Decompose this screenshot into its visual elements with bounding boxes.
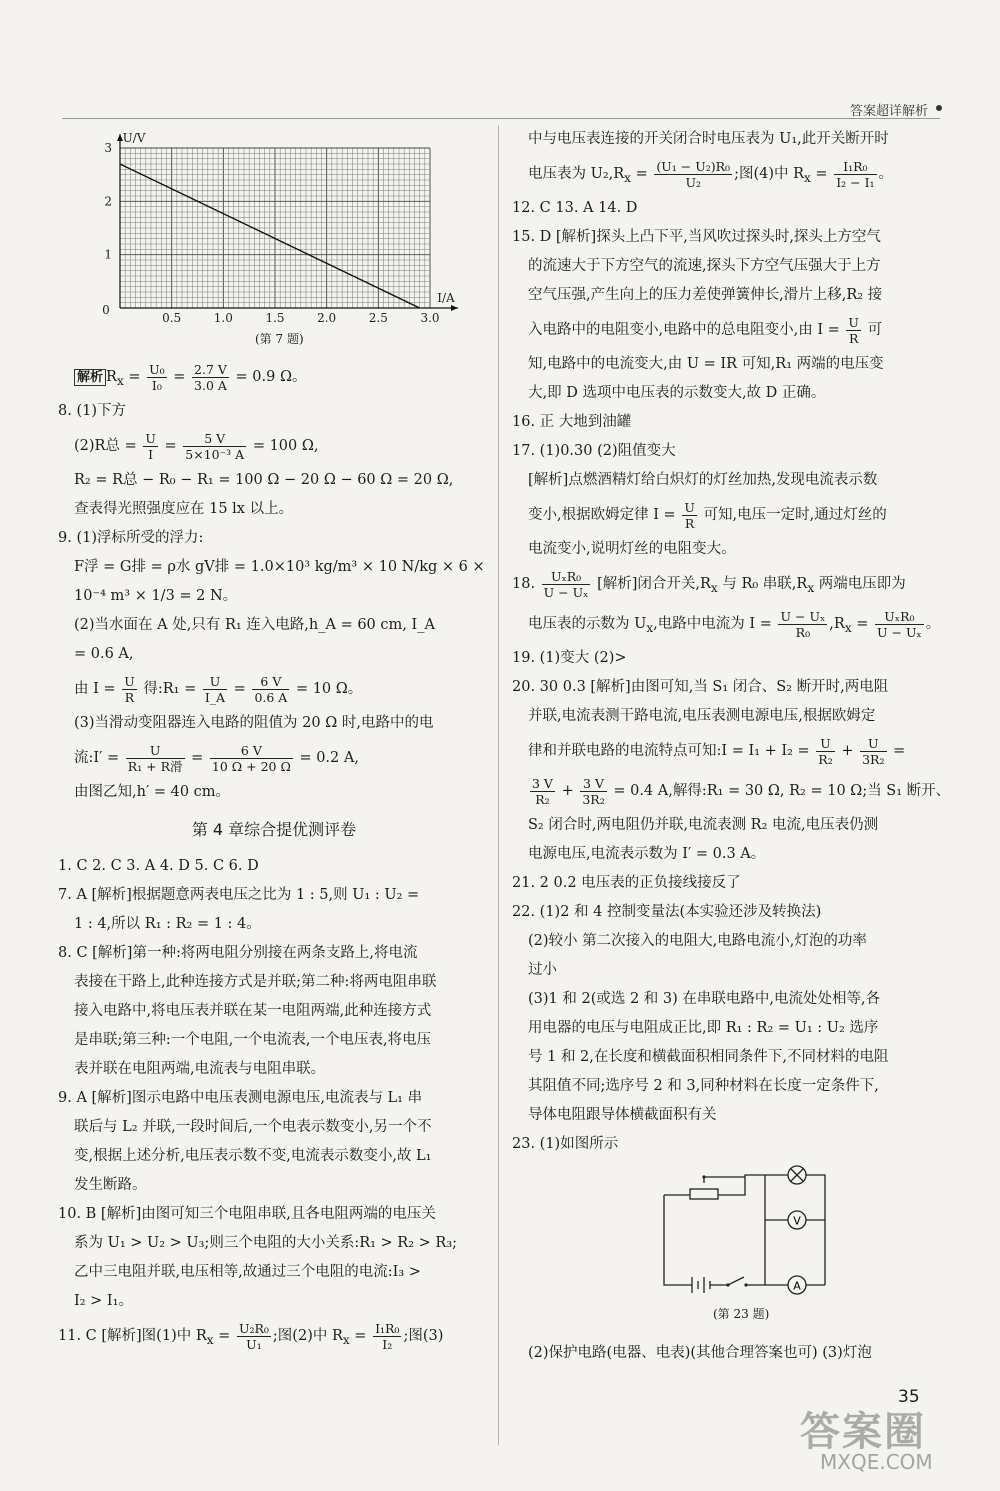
q9-line-6: 由 I = $\frac{U}{R}$ 得:R₁ = $\frac{U}{I\_A}$ = $\frac{6 V}{0.6 A}$ = 10 Ω。 [74, 673, 363, 705]
a17-line-3 [512, 495, 952, 535]
a20-line-4: $\frac{3 V}{\text{R₂}}$ + $\frac{3 V}{\text{3R₂}}$ = 0.4 A,解得:R₁ = 30 Ω, R₂ = 10 Ω;当 S₁ 断开、 [532, 775, 951, 807]
x-tick-label: 3.0 [420, 311, 440, 325]
header-dot [936, 105, 942, 111]
a11-cont-1: 中与电压表连接的开关闭合时电压表为 U₁,此开关断开时 [528, 131, 889, 147]
header-title: 答案超详解析 [849, 104, 928, 119]
page-number: 35 [898, 1387, 920, 1407]
text: 电压表的示数为 U [528, 616, 647, 632]
a15-line-6: 大,即 D 选项中电压表的示数变大,故 D 正确。 [528, 385, 826, 401]
text: ;图(2)中 R [272, 1328, 343, 1344]
num: U − Uₓ [780, 608, 826, 624]
den: 0.6 A [254, 689, 288, 705]
section-title: 第 4 章综合提优测评卷 [191, 820, 357, 839]
a9-line-1: 9. A [解析]图示电路中电压表测电源电压,电流表与 L₁ 串 [58, 1090, 423, 1106]
a9-line-3: 变,根据上述分析,电压表示数不变,电流表示数变小,故 L₁ [74, 1148, 432, 1164]
text: 两端电压即为 [818, 576, 906, 592]
x-tick-label: 0.5 [162, 311, 182, 325]
graph-spacer [58, 125, 490, 357]
wire [718, 1175, 765, 1195]
a22-line-1: 22. (1)2 和 4 控制变量法(本实验还涉及转换法) [512, 904, 822, 920]
a8-line-4: 是串联;第三种:一个电阻,一个电流表,一个电压表,将电压 [74, 1032, 432, 1048]
den: R [848, 330, 859, 346]
fraction [373, 1321, 401, 1352]
den: 3R₂ [582, 791, 605, 807]
text: 18. [512, 576, 536, 592]
a8-line-1: 8. C [解析]第一种:将两电阻分别接在两条支路上,将电流 [58, 945, 418, 961]
num: 6 V [252, 674, 289, 690]
answer-16: 16. 正 大地到油罐 [512, 414, 632, 430]
column-divider [498, 125, 499, 1445]
den: 3R₂ [862, 751, 885, 767]
text: 律和并联电路的电流特点可知:I = I₁ + I₂ = [528, 743, 810, 759]
left-column [58, 125, 490, 1356]
text: [解析]闭合开关,R [597, 576, 711, 592]
den: I₂ [382, 1336, 393, 1352]
text: = 0.4 A,解得:R₁ = 30 Ω, R₂ = 10 Ω;当 S₁ 断开、 [613, 783, 951, 799]
q8-line-4: 查表得光照强度应在 15 lx 以上。 [74, 501, 294, 517]
a9-line-4: 发生断路。 [74, 1177, 147, 1193]
num: (U₁ − U₂)R₀ [656, 158, 731, 174]
fraction [654, 159, 732, 190]
text: ;图(4)中 R [734, 166, 805, 182]
den: I_A [204, 689, 226, 705]
text: ,R [829, 616, 845, 632]
q9-line-4: (2)当水面在 A 处,只有 R₁ 连入电路,h_A = 60 cm, I_A [74, 617, 435, 633]
num: U [145, 430, 156, 446]
den: R₀ [795, 624, 811, 640]
q9-line-2: F浮 = G排 = ρ水 gV排 = 1.0×10³ kg/m³ × 10 N/kg × 6 × [74, 559, 485, 575]
a8-line-5: 表并联在电阻两端,电流表与电阻串联。 [74, 1061, 326, 1077]
x-tick-label: 2.5 [368, 311, 388, 325]
q8-line-1: 8. (1)下方 [58, 403, 126, 419]
fraction [126, 743, 185, 774]
q8-line-3: R₂ = R总 − R₀ − R₁ = 100 Ω − 20 Ω − 60 Ω = 20 Ω, [74, 472, 454, 488]
a22-line-7: 其阻值不同;选序号 2 和 3,同种材料在长度一定条件下, [528, 1078, 879, 1094]
a23-line-2: (2)保护电路(电器、电表)(其他合理答案也可) (3)灯泡 [528, 1345, 872, 1361]
a15-line-1: 15. D [解析]探头上凸下平,当风吹过探头时,探头上方空气 [512, 229, 881, 245]
den: I [148, 446, 154, 462]
text: = 0.9 Ω。 [235, 369, 307, 385]
a10-line-1: 10. B [解析]由图可知三个电阻串联,且各电阻两端的电压关 [58, 1206, 436, 1222]
circuit-caption: (第 23 题) [713, 1307, 770, 1321]
num: U₀ [149, 361, 165, 377]
den: 10 Ω + 20 Ω [211, 758, 291, 774]
voltmeter-label: V [793, 1214, 801, 1228]
fraction [846, 315, 861, 346]
a17-line-2: [解析]点燃酒精灯给白炽灯的灯丝加热,发现电流表示数 [528, 472, 878, 488]
a22-line-3: 过小 [528, 962, 557, 978]
num: 5 V [183, 431, 246, 447]
a17-line-1: 17. (1)0.30 (2)阻值变大 [512, 443, 676, 459]
fraction [834, 159, 876, 190]
text: 电压表为 U₂,R [528, 166, 625, 182]
a9-line-2: 联后与 L₂ 并联,一段时间后,一个电表示数变小,另一个不 [74, 1119, 432, 1135]
q9-line-1: 9. (1)浮标所受的浮力: [58, 530, 204, 546]
a22-line-4: (3)1 和 2(或选 2 和 3) 在串联电路中,电流处处相等,各 [528, 991, 881, 1007]
wire [806, 1175, 825, 1285]
fraction [237, 1321, 271, 1352]
fraction [192, 362, 229, 393]
a20-line-1: 20. 30 0.3 [解析]由图可知,当 S₁ 闭合、S₂ 断开时,两电阻 [512, 679, 889, 695]
answers-1-6: 1. C 2. C 3. A 4. D 5. C 6. D [58, 858, 259, 874]
den: R₂ [818, 751, 833, 767]
fraction [542, 569, 591, 600]
analysis-tag: 解析 [74, 369, 106, 386]
num: 2.7 V [194, 361, 227, 377]
battery-icon [692, 1277, 710, 1293]
q7-analysis: 解析 $R_x$ = $\frac{\text{U₀}}{\text{I₀}}$ = $\frac{2.7 V}{3.0 A}$ = 0.9 Ω。 [58, 357, 490, 397]
a15-line-4 [512, 310, 952, 350]
q9-line-7: (3)当滑动变阻器连入电路的阻值为 20 Ω 时,电路中的电 [74, 715, 434, 731]
text: 11. C [解析]图(1)中 R [58, 1328, 207, 1344]
a18-line-1: 18. $\frac{\text{UₓR₀}}{\text{U − Uₓ}}$ [解析]闭合开关$,R_x$ 与 R₀ 串联$,R_x$ 两端电压即为 [512, 568, 906, 600]
text: 入电路中的电阻变小,电路中的总电阻变小,由 I = [528, 322, 840, 338]
fraction [210, 743, 293, 774]
rheostat-body [690, 1189, 718, 1199]
den: I₀ [151, 377, 162, 393]
y-tick-label: 2 [104, 194, 112, 209]
den: 5×10⁻³ A [185, 446, 245, 462]
fraction [580, 776, 606, 807]
a15-line-2: 的流速大于下方空气的流速,探头下方空气压强大于上方 [528, 258, 881, 274]
a20-line-6: 电源电压,电流表示数为 I′ = 0.3 A。 [528, 846, 766, 862]
a20-line-2: 并联,电流表测干路电流,电压表测电源电压,根据欧姆定 [528, 708, 876, 724]
q9-line-3: 10⁻⁴ m³ × 1/3 = 2 N。 [74, 588, 238, 604]
text: 。 [878, 166, 894, 182]
text: ,电路中电流为 I = [653, 616, 772, 632]
den: R [124, 689, 135, 705]
switch-contact [726, 1283, 729, 1286]
a22-line-8: 导体电阻跟导体横截面积有关 [528, 1107, 717, 1123]
fraction [252, 674, 289, 705]
text: 流:I′ = [74, 750, 120, 766]
ammeter-label: A [793, 1279, 801, 1293]
a15-line-3: 空气压强,产生向上的压力差使弹簧伸长,滑片上移,R₂ 接 [528, 287, 883, 303]
watermark-site: MXQE.COM [820, 1450, 933, 1474]
circuit-diagram [650, 1165, 840, 1300]
den: U₂ [685, 174, 701, 190]
wire [664, 1195, 692, 1285]
lamp-cross [791, 1169, 803, 1181]
text: 由 I = [74, 681, 116, 697]
den: U − Uₓ [877, 624, 922, 640]
fraction [122, 674, 137, 705]
a10-line-4: I₂ > I₁。 [74, 1293, 133, 1309]
a10-line-2: 系为 U₁ > U₂ > U₃;则三个电阻的大小关系:R₁ > R₂ > R₃; [74, 1235, 458, 1251]
a11-line-1: 11. C [解析]图(1)中 $R_x$ = $\frac{\text{U₂R₀}}{\text{U₁}}$ ;图(2)中 $R_x$ = $\frac{\text{I₁R₀}}{\text{I₂}}$ ;图(3) [58, 1320, 444, 1352]
a11-cont-2: 电压表为 $U_2,R_x$ = $\frac{\text{(U₁ − U₂)R₀}}{\text{U₂}}$ ;图(4)中 $R_x$ = $\frac{\text{I₁R₀}}{\text{I₂ − I₁}}$ 。 [528, 158, 894, 190]
num: 3 V [580, 776, 606, 792]
a20-line-3: 律和并联电路的电流特点可知:I = I₁ + I₂ = $\frac{U}{\text{R₂}}$ + $\frac{U}{\text{3R₂}}$ = [528, 735, 906, 767]
a17-line-4: 电流变小,说明灯丝的电阻变大。 [528, 541, 736, 557]
num: U [124, 673, 135, 689]
fraction [682, 500, 697, 531]
den: U₁ [246, 1336, 262, 1352]
den: R₂ [535, 791, 550, 807]
text: 与 R₀ 串联,R [722, 576, 808, 592]
circuit-svg [650, 1165, 840, 1300]
a10-line-3: 乙中三电阻并联,电压相等,故通过三个电阻的电流:I₃ > [74, 1264, 421, 1280]
den: R₁ + R滑 [127, 758, 183, 774]
fraction [860, 736, 886, 767]
x-axis-label: I/A [437, 291, 455, 305]
q9-line-5: = 0.6 A, [74, 646, 134, 662]
a15-line-5: 知,电路中的电流变大,由 U = IR 可知,R₁ 两端的电压变 [528, 356, 884, 372]
den: R [684, 515, 695, 531]
num: 3 V [532, 775, 553, 791]
text: 可知,电压一定时,通过灯丝的 [703, 507, 887, 523]
answers-12-14: 12. C 13. A 14. D [512, 200, 638, 216]
answer-19: 19. (1)变大 (2)> [512, 650, 627, 666]
text: 得:R₁ = [143, 681, 197, 697]
a7-line-2: 1 : 4,所以 R₁ : R₂ = 1 : 4。 [74, 916, 261, 932]
fraction [143, 431, 158, 462]
y-tick-label: 1 [104, 247, 112, 262]
num: U [816, 736, 834, 752]
num: U [126, 743, 185, 759]
a7-line-1: 7. A [解析]根据题意两表电压之比为 1 : 5,则 U₁ : U₂ = [58, 887, 420, 903]
fraction [147, 362, 167, 393]
text: ;图(3) [403, 1328, 444, 1344]
answer-21: 21. 2 0.2 电压表的正负接线接反了 [512, 875, 741, 891]
den: I₂ − I₁ [836, 174, 875, 190]
a22-line-5: 用电器的电压与电阻成正比,即 R₁ : R₂ = U₁ : U₂ 选序 [528, 1020, 879, 1036]
num: U [684, 499, 695, 515]
text: 可 [867, 322, 883, 338]
text: = 0.2 A, [299, 750, 359, 766]
text: 变小,根据欧姆定律 I = [528, 507, 676, 523]
a22-line-6: 号 1 和 2,在长度和横截面积相同条件下,不同材料的电阻 [528, 1049, 889, 1065]
num: UₓR₀ [875, 609, 924, 625]
num: U₂R₀ [238, 1320, 269, 1336]
den: U − Uₓ [543, 584, 589, 600]
graph-caption: (第 7 题) [255, 332, 304, 346]
num: 6 V [210, 743, 293, 759]
fraction [816, 736, 834, 767]
num: U [848, 314, 859, 330]
text: = 100 Ω, [252, 438, 319, 454]
switch-contact [744, 1283, 747, 1286]
fraction [203, 674, 227, 705]
num: UₓR₀ [542, 569, 591, 585]
junction-dot [702, 1175, 705, 1178]
a20-line-5: S₂ 闭合时,两电阻仍并联,电流表测 R₂ 电流,电压表仍测 [528, 817, 879, 833]
q8-line-2: (2)R总 = $\frac{U}{I}$ = $\frac{5 V}{\text{5×10⁻³ A}}$ = 100 Ω, [74, 430, 319, 462]
a8-line-2: 表接在干路上,此种连接方式是并联;第二种:将两电阻串联 [74, 974, 437, 990]
q9-line-8: 流:I′ = $\frac{U}{\text{R₁ + R滑}}$ = $\frac{6 V}{10 \Omega + 20 \Omega}$ = 0.2 A, [74, 742, 359, 774]
y-tick-label: 3 [104, 141, 112, 155]
q9-line-9: 由图乙知,h′ = 40 cm。 [74, 784, 231, 800]
num: U [860, 736, 886, 752]
x-tick-label: 1.0 [213, 311, 233, 325]
text: = 10 Ω。 [295, 681, 363, 697]
y-axis-label: U/V [122, 131, 146, 145]
x-tick-label: 1.5 [265, 311, 285, 325]
fraction [875, 609, 924, 640]
a8-line-3: 接入电路中,将电压表并联在某一电阻两端,此种连接方式 [74, 1003, 432, 1019]
fraction [530, 776, 555, 807]
den: 3.0 A [194, 377, 227, 393]
a18-line-2: 电压表的示数为 $U_x$,电路中电流为 I = $\frac{\text{U − Uₓ}}{\text{R₀}}$ $,R_x$ = $\frac{\text{UₓR₀}}{\text{U − Uₓ}}$ 。 [528, 608, 941, 640]
rheostat-slider-wire [704, 1177, 745, 1183]
num: I₁R₀ [834, 159, 876, 175]
a22-line-2: (2)较小 第二次接入的电阻大,电路电流小,灯泡的功率 [528, 933, 867, 949]
text: 。 [925, 616, 941, 632]
x-tick-label: 2.0 [317, 311, 337, 325]
a23-line-1: 23. (1)如图所示 [512, 1136, 619, 1152]
header-rule [62, 118, 940, 119]
fraction [778, 609, 827, 640]
origin-label: 0 [102, 303, 110, 317]
num: I₁R₀ [375, 1320, 400, 1336]
fraction [183, 431, 246, 462]
num: U [203, 674, 227, 690]
watermark-logo: 答案圈 [800, 1409, 926, 1455]
text: (2)R总 = [74, 438, 137, 454]
